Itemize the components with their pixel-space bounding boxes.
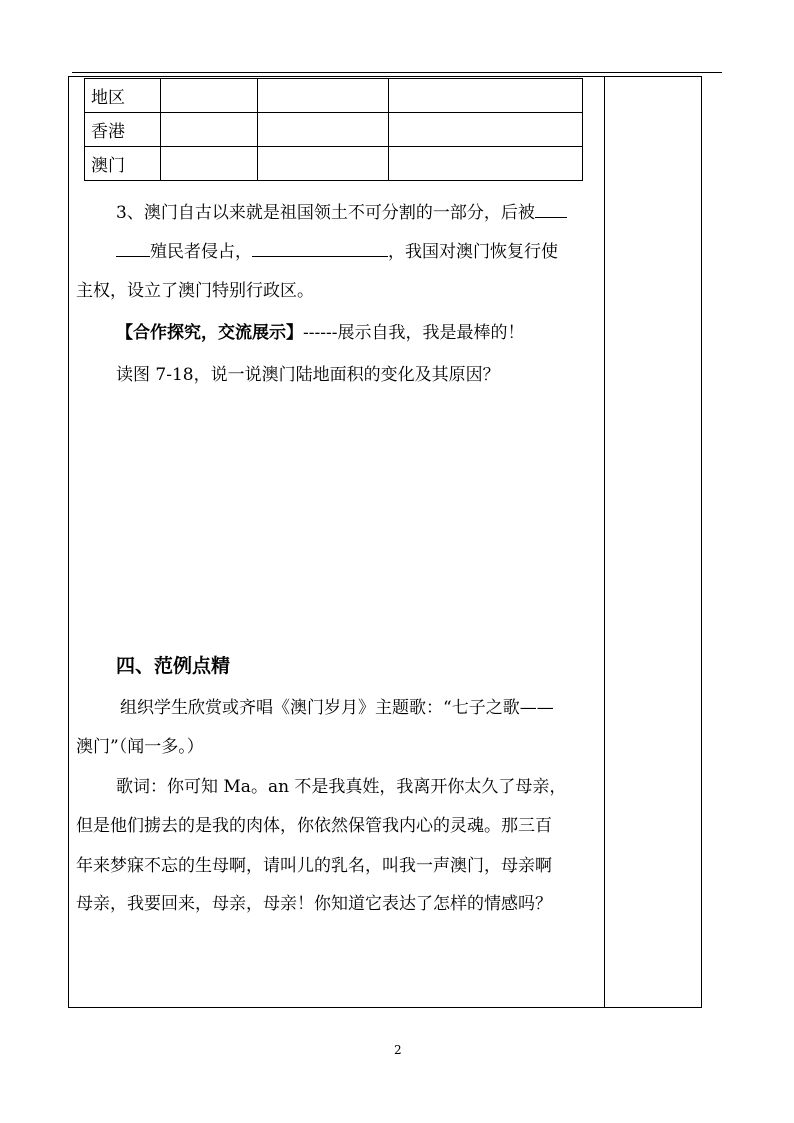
table-cell <box>258 79 389 113</box>
cooperate-line <box>116 322 524 344</box>
example-p1-line-1: 组织学生欣赏或齐唱《澳门岁月》主题歌：“七子之歌—— <box>120 698 554 718</box>
lyrics-line-1: 歌词：你可知 Ma。an 不是我真姓，我离开你太久了母亲， <box>116 777 567 797</box>
q3-text-2a: 殖民者侵占， <box>150 242 252 262</box>
cooperate-heading: 【合作探究，交流展示】 <box>116 323 303 343</box>
table-row <box>85 79 583 113</box>
section-heading: 四、范例点精 <box>116 655 231 677</box>
table-cell <box>258 113 389 147</box>
row-label: 澳门 <box>85 147 161 181</box>
row-label: 香港 <box>85 113 161 147</box>
example-p1-line-2: 澳门”（闻一多。） <box>76 737 204 757</box>
table-row <box>85 113 583 147</box>
lyrics-line-2: 但是他们掳去的是我的肉体，你依然保管我内心的灵魂。那三百 <box>76 816 552 836</box>
right-column-divider <box>604 76 605 1008</box>
q3-line-2 <box>116 240 558 263</box>
row-label: 地区 <box>85 79 161 113</box>
table-row <box>85 147 583 181</box>
table-cell <box>389 147 583 181</box>
page-number: 2 <box>394 1043 402 1057</box>
fill-blank[interactable] <box>535 201 567 218</box>
lyrics-line-3: 年来梦寐不忘的生母啊，请叫儿的乳名，叫我一声澳门，母亲啊 <box>76 856 552 876</box>
fill-blank[interactable] <box>252 240 388 257</box>
q3-text-2b: ，我国对澳门恢复行使 <box>388 242 558 262</box>
lyrics-line-4: 母亲，我要回来，母亲，母亲！你知道它表达了怎样的情感吗？ <box>76 894 552 914</box>
fill-blank[interactable] <box>116 240 150 257</box>
cooperate-question: 读图 7-18，说一说澳门陆地面积的变化及其原因？ <box>116 365 500 385</box>
q3-text-1: 3、澳门自古以来就是祖国领土不可分割的一部分，后被 <box>116 203 535 223</box>
cooperate-rest: ------展示自我，我是最棒的！ <box>303 323 525 343</box>
header-rule <box>72 72 722 73</box>
table-cell <box>389 113 583 147</box>
table-cell <box>258 147 389 181</box>
region-table <box>84 78 583 181</box>
q3-line-3: 主权，设立了澳门特别行政区。 <box>76 281 314 301</box>
table-cell <box>161 113 258 147</box>
table-cell <box>161 147 258 181</box>
q3-line-1 <box>116 201 567 224</box>
table-cell <box>161 79 258 113</box>
table-cell <box>389 79 583 113</box>
